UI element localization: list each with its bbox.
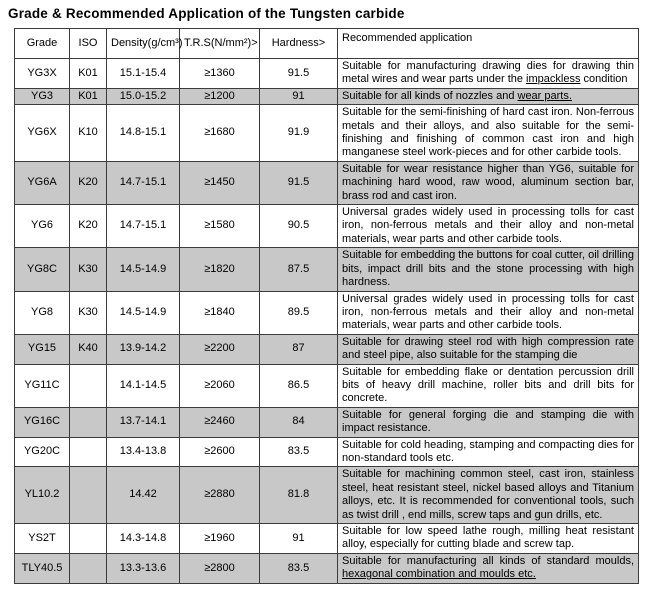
table-row	[15, 248, 639, 291]
cell-trs: ≥1580	[180, 205, 260, 248]
cell-hardness: 91.5	[260, 161, 338, 204]
cell-trs: ≥2460	[180, 407, 260, 437]
cell-density: 15.0-15.2	[107, 88, 180, 104]
cell-grade: YG11C	[15, 364, 70, 407]
carbide-grade-table	[14, 28, 639, 584]
cell-iso	[70, 407, 107, 437]
cell-iso	[70, 364, 107, 407]
cell-density: 14.7-15.1	[107, 161, 180, 204]
header-row	[15, 29, 639, 59]
table-row	[15, 334, 639, 364]
cell-iso: K30	[70, 291, 107, 334]
cell-application: Suitable for embedding flake or dentation percussion drill bits of heavy drill machine, roller bits and drill bits for concrete.	[338, 364, 639, 407]
cell-grade: TLY40.5	[15, 553, 70, 583]
cell-trs: ≥2600	[180, 437, 260, 467]
cell-hardness: 83.5	[260, 553, 338, 583]
cell-density: 14.7-15.1	[107, 205, 180, 248]
cell-density: 13.7-14.1	[107, 407, 180, 437]
cell-hardness: 89.5	[260, 291, 338, 334]
cell-iso: K01	[70, 88, 107, 104]
cell-trs: ≥1820	[180, 248, 260, 291]
cell-iso: K40	[70, 334, 107, 364]
cell-density: 13.4-13.8	[107, 437, 180, 467]
cell-trs: ≥2200	[180, 334, 260, 364]
cell-hardness: 90.5	[260, 205, 338, 248]
cell-iso: K20	[70, 161, 107, 204]
cell-iso	[70, 467, 107, 524]
cell-iso	[70, 524, 107, 554]
table-row	[15, 437, 639, 467]
header-trs: T.R.S(N/mm²)>	[180, 29, 260, 59]
cell-density: 13.9-14.2	[107, 334, 180, 364]
cell-grade: YG20C	[15, 437, 70, 467]
cell-hardness: 81.8	[260, 467, 338, 524]
cell-density: 14.5-14.9	[107, 248, 180, 291]
cell-density: 14.3-14.8	[107, 524, 180, 554]
cell-density: 14.8-15.1	[107, 105, 180, 162]
cell-iso	[70, 437, 107, 467]
cell-application: Suitable for the semi-finishing of hard cast iron. Non-ferrous metals and their alloys, and also suitable for the semi-finishing and finishing of common cast iron and high manganese steel work-pieces and for other carbide tools.	[338, 105, 639, 162]
cell-hardness: 86.5	[260, 364, 338, 407]
cell-hardness: 87	[260, 334, 338, 364]
cell-density: 14.5-14.9	[107, 291, 180, 334]
cell-hardness: 83.5	[260, 437, 338, 467]
cell-trs: ≥2800	[180, 553, 260, 583]
cell-grade: YG16C	[15, 407, 70, 437]
cell-application: Universal grades widely used in processing tolls for cast iron, non-ferrous metals and their alloy and non-metal materials, wear parts and other carbide tools.	[338, 291, 639, 334]
cell-trs: ≥2880	[180, 467, 260, 524]
cell-application: Suitable for manufacturing drawing dies for drawing thin metal wires and wear parts under the impackless condition	[338, 59, 639, 89]
cell-grade: YG6A	[15, 161, 70, 204]
cell-hardness: 91.9	[260, 105, 338, 162]
cell-application: Suitable for manufacturing all kinds of standard moulds, hexagonal combination and moulds etc.	[338, 553, 639, 583]
header-iso: ISO	[70, 29, 107, 59]
cell-grade: YG3	[15, 88, 70, 104]
cell-hardness: 84	[260, 407, 338, 437]
cell-grade: YG6X	[15, 105, 70, 162]
cell-grade: YG15	[15, 334, 70, 364]
cell-iso: K30	[70, 248, 107, 291]
cell-iso: K01	[70, 59, 107, 89]
cell-application: Suitable for all kinds of nozzles and wear parts.	[338, 88, 639, 104]
table-row	[15, 524, 639, 554]
cell-grade: YG8	[15, 291, 70, 334]
cell-grade: YG6	[15, 205, 70, 248]
cell-trs: ≥2060	[180, 364, 260, 407]
cell-density: 15.1-15.4	[107, 59, 180, 89]
cell-hardness: 87.5	[260, 248, 338, 291]
table-row	[15, 105, 639, 162]
cell-trs: ≥1840	[180, 291, 260, 334]
cell-application: Suitable for drawing steel rod with high compression rate and steel pipe, also suitable for the stamping die	[338, 334, 639, 364]
cell-grade: YG3X	[15, 59, 70, 89]
header-density: Density(g/cm³)	[107, 29, 180, 59]
cell-density: 14.42	[107, 467, 180, 524]
table-row	[15, 161, 639, 204]
cell-application: Suitable for machining common steel, cast iron, stainless steel, heat resistant steel, nickel based alloys and Titanium alloys, etc. It is recommended for conventional tools, such as twist drill , end mills, screw taps and gun drills, etc.	[338, 467, 639, 524]
cell-iso: K20	[70, 205, 107, 248]
cell-application: Suitable for general forging die and stamping die with impact resistance.	[338, 407, 639, 437]
cell-iso: K10	[70, 105, 107, 162]
cell-application: Suitable for embedding the buttons for coal cutter, oil drilling bits, impact drill bits and the stone processing with high hardness.	[338, 248, 639, 291]
cell-trs: ≥1680	[180, 105, 260, 162]
table-row	[15, 407, 639, 437]
cell-trs: ≥1450	[180, 161, 260, 204]
page-title: Grade & Recommended Application of the Tungsten carbide	[8, 6, 405, 21]
table-body	[15, 59, 639, 584]
table-row	[15, 88, 639, 104]
header-hardness: Hardness>	[260, 29, 338, 59]
cell-application: Suitable for low speed lathe rough, milling heat resistant alloy, especially for cutting blade and screw tap.	[338, 524, 639, 554]
table-row	[15, 553, 639, 583]
cell-hardness: 91	[260, 88, 338, 104]
header-application: Recommended application	[338, 29, 639, 59]
table-row	[15, 364, 639, 407]
cell-density: 13.3-13.6	[107, 553, 180, 583]
cell-application: Universal grades widely used in processing tolls for cast iron, non-ferrous metals and their alloy and non-metal materials, wear parts and other carbide tools.	[338, 205, 639, 248]
cell-hardness: 91.5	[260, 59, 338, 89]
cell-trs: ≥1960	[180, 524, 260, 554]
cell-application: Suitable for wear resistance higher than YG6, suitable for machining hard wood, raw wood, aluminum section bar, brass rod and cast iron.	[338, 161, 639, 204]
table-row	[15, 59, 639, 89]
cell-grade: YL10.2	[15, 467, 70, 524]
table-row	[15, 205, 639, 248]
cell-trs: ≥1360	[180, 59, 260, 89]
cell-hardness: 91	[260, 524, 338, 554]
table-header	[15, 29, 639, 59]
cell-application: Suitable for cold heading, stamping and compacting dies for non-standard tools etc.	[338, 437, 639, 467]
table-row	[15, 467, 639, 524]
cell-grade: YG8C	[15, 248, 70, 291]
cell-density: 14.1-14.5	[107, 364, 180, 407]
table-row	[15, 291, 639, 334]
cell-trs: ≥1200	[180, 88, 260, 104]
cell-grade: YS2T	[15, 524, 70, 554]
cell-iso	[70, 553, 107, 583]
header-grade: Grade	[15, 29, 70, 59]
